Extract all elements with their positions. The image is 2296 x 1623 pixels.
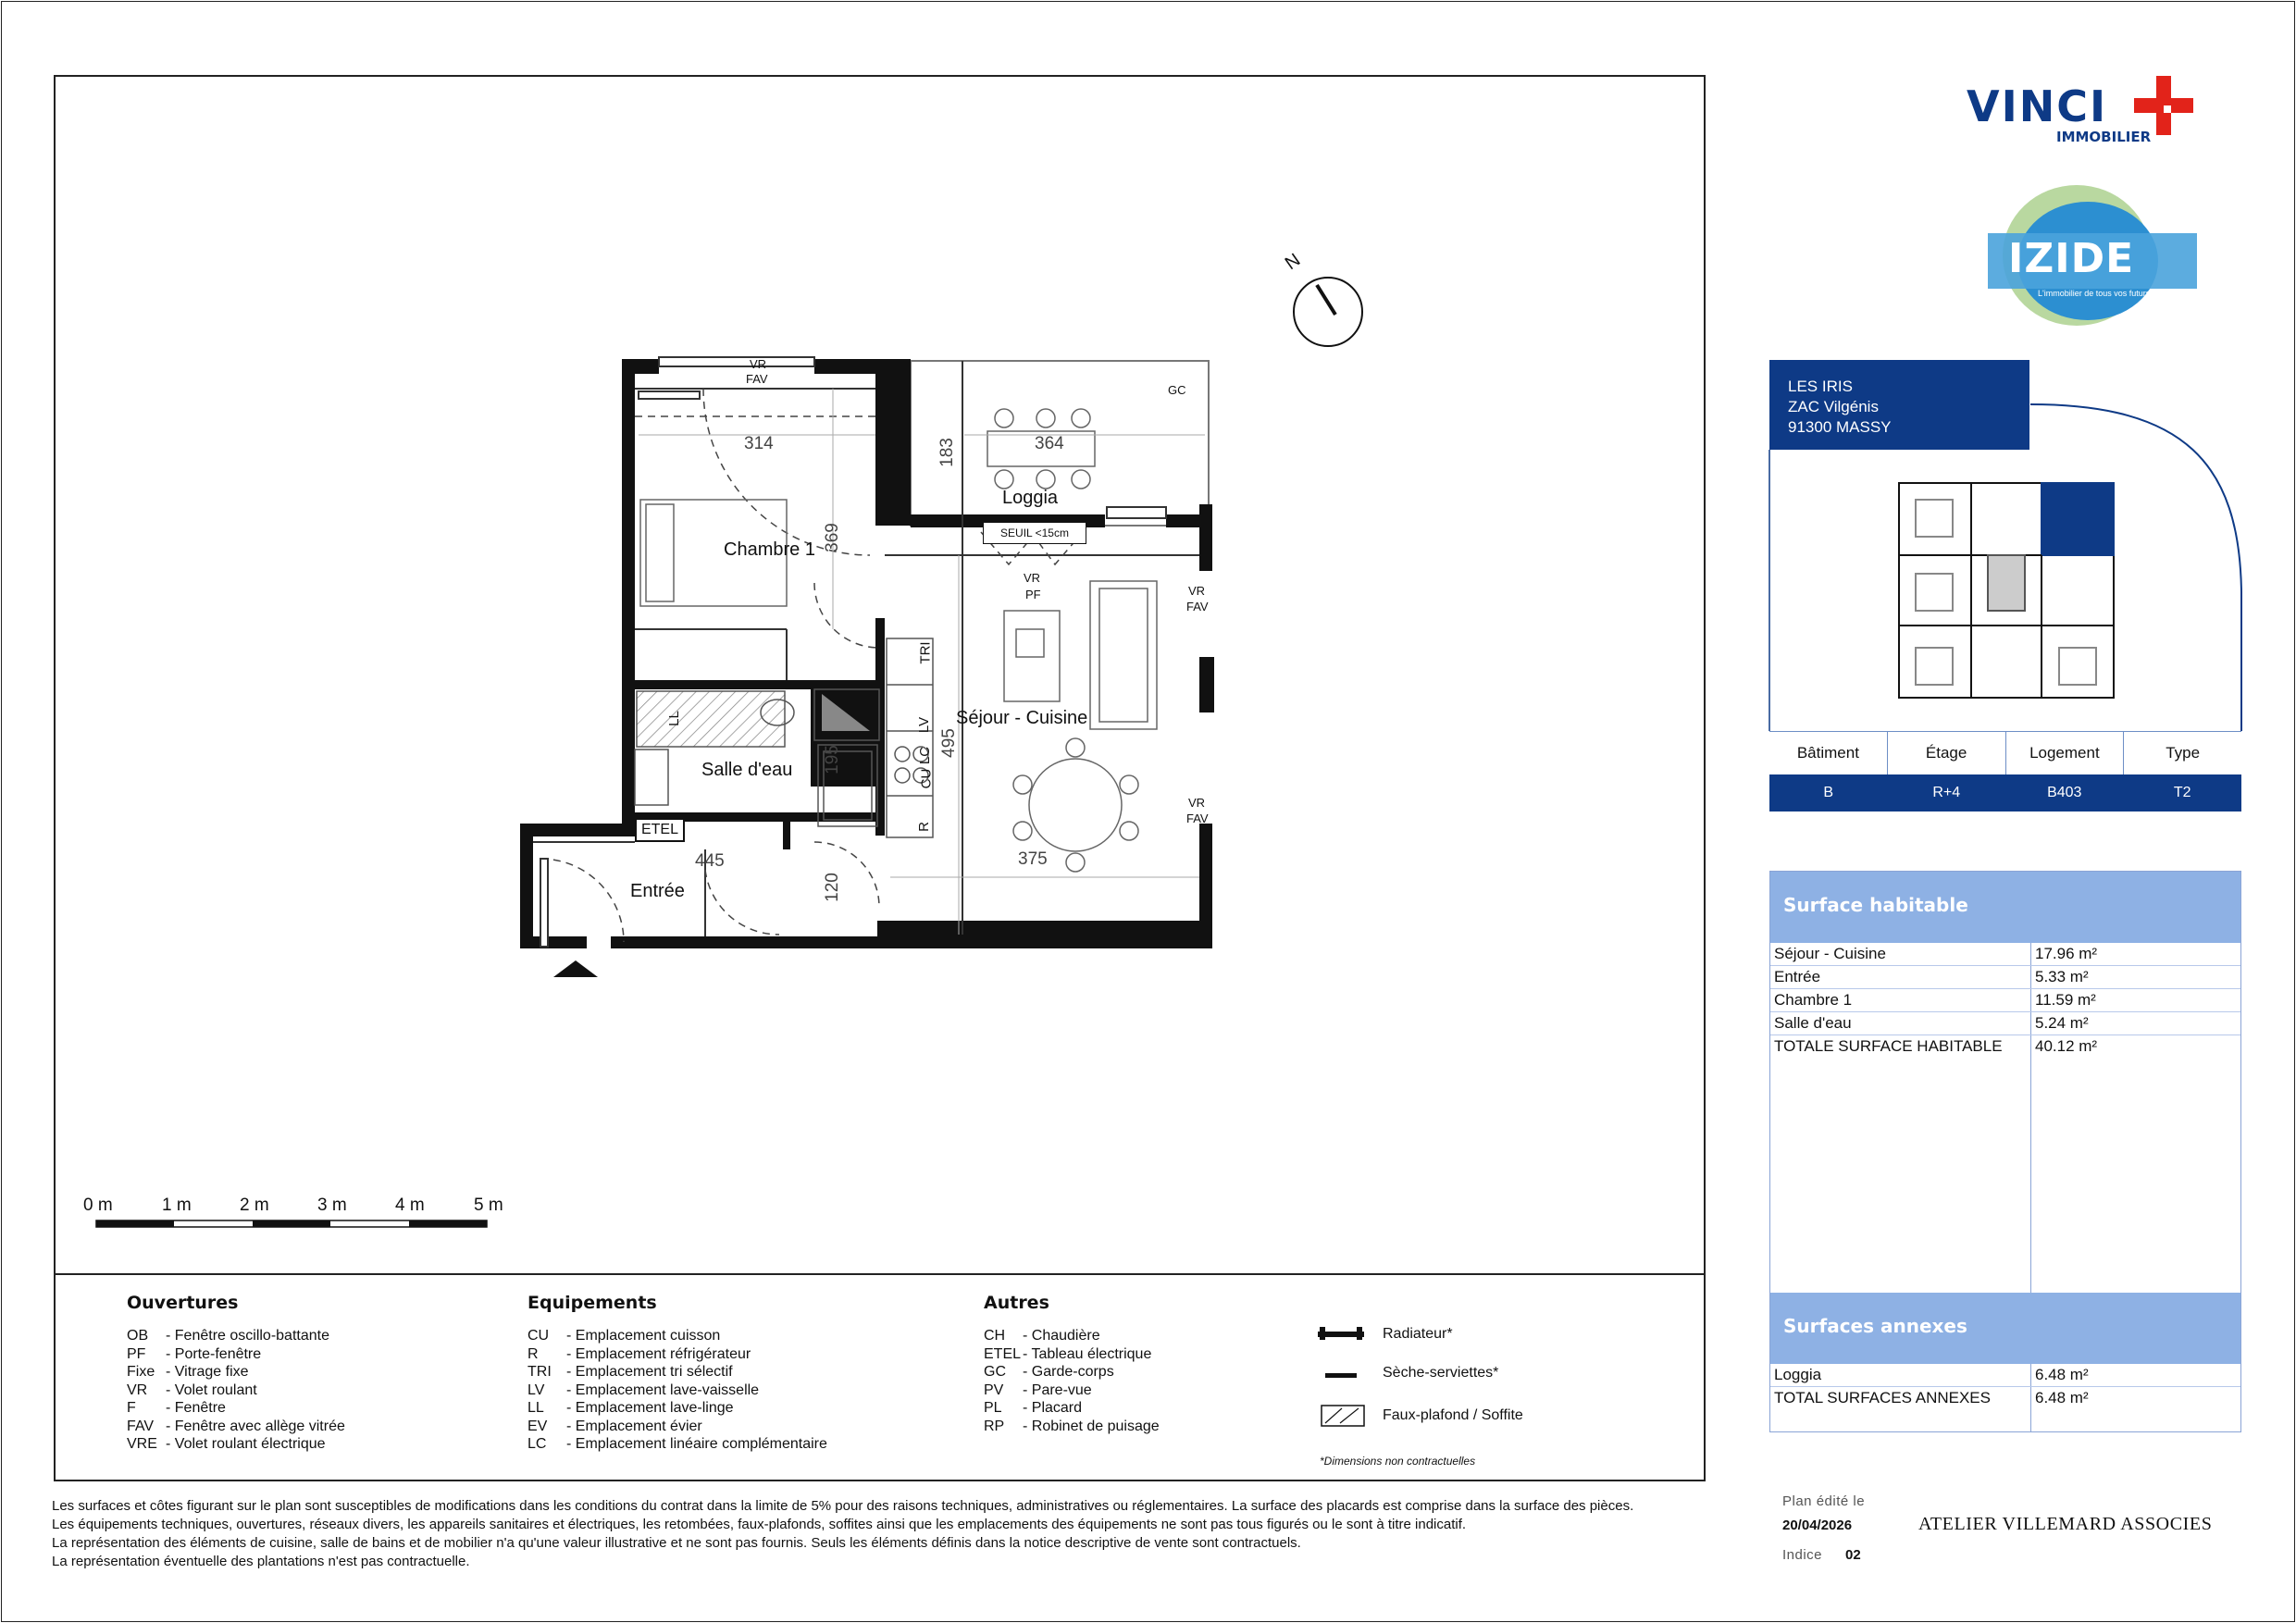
vinci-logo-mark xyxy=(2134,76,2193,135)
info-value-etage: R+4 xyxy=(1932,785,1961,800)
legend-row: TRI - Emplacement tri sélectif xyxy=(527,1364,733,1380)
surface-row: Séjour - Cuisine 17.96 m² xyxy=(1770,943,2240,966)
legend-row: GC - Garde-corps xyxy=(984,1364,1114,1380)
compass-icon xyxy=(1294,278,1362,346)
tag-lc: LC xyxy=(917,746,934,765)
tag-vr-top: VR xyxy=(750,357,767,371)
project-city: 91300 MASSY xyxy=(1788,418,1892,436)
dim-314: 314 xyxy=(744,434,774,453)
tag-etel: ETEL xyxy=(635,818,685,842)
legend-row: PL - Placard xyxy=(984,1400,1083,1416)
legend-row: CU - Emplacement cuisson xyxy=(527,1328,721,1344)
tag-cu: CU xyxy=(918,768,935,789)
note-line: Les équipements techniques, ouvertures, réseaux divers, les appareils sanitaires et électriques, les retombées, faux-plafonds, soffites ainsi que les emplacements des équipements ne sont pas tous figurés ou le sont à titre indicatif. xyxy=(52,1517,1467,1532)
legend-seche-label: Sèche-serviettes* xyxy=(1383,1365,1499,1381)
project-name: LES IRIS xyxy=(1788,378,1853,395)
lot-info-table xyxy=(1769,731,2241,812)
tag-ll: LL xyxy=(665,711,682,726)
dim-195: 195 xyxy=(822,745,842,774)
surface-row: Entrée 5.33 m² xyxy=(1770,966,2240,989)
room-label-loggia: Loggia xyxy=(1002,488,1059,508)
scale-label-1: 1 m xyxy=(162,1196,192,1215)
note-line: La représentation des éléments de cuisine, salle de bains et de mobilier n'a qu'une valeur illustrative et ne sont pas fournis. Seuls les éléments définis dans la notice descriptive de vente sont contractuels. xyxy=(52,1535,1301,1551)
dim-375: 375 xyxy=(1018,849,1048,869)
note-line: La représentation éventuelle des plantations n'est pas contractuelle. xyxy=(52,1554,470,1569)
legend-row: OB - Fenêtre oscillo-battante xyxy=(127,1328,329,1344)
project-address-box xyxy=(1769,360,2029,450)
surface-habitable-title: Surface habitable xyxy=(1770,872,2240,943)
architect-name: ATELIER VILLEMARD ASSOCIES xyxy=(1918,1514,2213,1534)
legend-title-autres: Autres xyxy=(984,1293,1049,1313)
compass-north-label: N xyxy=(1281,249,1305,275)
scale-label-2: 2 m xyxy=(240,1196,269,1215)
legend-row: LL - Emplacement lave-linge xyxy=(527,1400,734,1416)
tag-fav-top: FAV xyxy=(746,372,768,386)
scale-bar xyxy=(96,1220,487,1227)
building-key-plan xyxy=(1899,483,2114,698)
legend-row: PF - Porte-fenêtre xyxy=(127,1345,262,1362)
faux-plafond-symbol-icon xyxy=(1322,1406,1364,1426)
info-header-type: Type xyxy=(2123,732,2241,774)
scale-label-3: 3 m xyxy=(317,1196,347,1215)
seche-serviettes-symbol-icon xyxy=(1325,1373,1357,1378)
tag-fav-right-2: FAV xyxy=(1186,812,1209,825)
room-label-sejour: Séjour - Cuisine xyxy=(956,708,1088,728)
legend-row: LV - Emplacement lave-vaisselle xyxy=(527,1381,760,1398)
surfaces-annexes-title: Surfaces annexes xyxy=(1770,1293,2240,1364)
note-line: Les surfaces et côtes figurant sur le plan sont susceptibles de modifications dans les conditions du contrat dans la limite de 5% pour des raisons techniques, administratives ou réglementaires. La surface des placards est comprise dans la surface des pièces. xyxy=(52,1498,1634,1514)
surfaces-panel xyxy=(1769,871,2241,1432)
legend-radiateur-label: Radiateur* xyxy=(1383,1326,1453,1342)
legend-row: EV - Emplacement évier xyxy=(527,1418,702,1434)
izide-tagline: L'immobilier de tous vos futurs xyxy=(2038,289,2151,298)
radiateur-symbol-icon xyxy=(1318,1327,1364,1340)
dim-495: 495 xyxy=(938,728,959,758)
edited-label: Plan édité le xyxy=(1782,1493,1866,1509)
room-label-chambre: Chambre 1 xyxy=(724,539,815,560)
tag-fav-right-1: FAV xyxy=(1186,600,1209,613)
annexe-row: Loggia 6.48 m² xyxy=(1770,1364,2240,1387)
dim-445: 445 xyxy=(695,851,725,871)
dim-120: 120 xyxy=(822,873,842,902)
legend-row: VR - Volet roulant xyxy=(127,1381,257,1398)
scale-label-0: 0 m xyxy=(83,1196,113,1215)
izide-logo-word: IZIDE xyxy=(2008,235,2135,282)
info-header-etage: Étage xyxy=(1887,732,2005,774)
indice-label: Indice xyxy=(1782,1547,1823,1563)
tag-pf: PF xyxy=(1025,588,1041,601)
tag-tri: TRI xyxy=(917,641,934,664)
surface-row: Chambre 1 11.59 m² xyxy=(1770,989,2240,1012)
annexe-total-row: TOTAL SURFACES ANNEXES 6.48 m² xyxy=(1770,1387,2240,1431)
legend-row: VRE - Volet roulant électrique xyxy=(127,1436,326,1452)
info-header-logement: Logement xyxy=(2005,732,2124,774)
dim-369: 369 xyxy=(822,523,842,552)
legend-row: CH - Chaudière xyxy=(984,1328,1100,1344)
info-value-type: T2 xyxy=(2173,785,2191,800)
legend-dimensions-note: *Dimensions non contractuelles xyxy=(1320,1455,1476,1468)
legend-row: LC - Emplacement linéaire complémentaire xyxy=(527,1436,827,1452)
legend-row: RP - Robinet de puisage xyxy=(984,1418,1160,1434)
surface-total-row: TOTALE SURFACE HABITABLE 40.12 m² xyxy=(1770,1035,2240,1058)
edited-date: 20/04/2026 xyxy=(1782,1518,1853,1533)
dim-364: 364 xyxy=(1035,434,1064,453)
legend-row: F - Fenêtre xyxy=(127,1400,226,1416)
legend-list-autres xyxy=(984,1327,1160,1435)
scale-label-4: 4 m xyxy=(395,1196,425,1215)
legend-row: R - Emplacement réfrigérateur xyxy=(527,1345,751,1362)
vinci-logo-sub: IMMOBILIER xyxy=(2056,129,2152,145)
info-value-batiment: B xyxy=(1823,785,1834,800)
legend-row: PV - Pare-vue xyxy=(984,1381,1092,1398)
legend-list-ouvertures xyxy=(127,1327,345,1454)
entry-arrow-icon xyxy=(553,960,598,977)
scale-label-5: 5 m xyxy=(474,1196,503,1215)
tag-r: R xyxy=(915,822,932,832)
indice-value: 02 xyxy=(1845,1547,1861,1563)
tag-vr-right-1: VR xyxy=(1188,584,1206,598)
legend-row: Fixe - Vitrage fixe xyxy=(127,1364,249,1380)
room-label-entree: Entrée xyxy=(630,881,685,901)
legend-faux-plafond-label: Faux-plafond / Soffite xyxy=(1383,1407,1523,1423)
legend-list-equipements xyxy=(527,1327,827,1454)
legend-title-equipements: Equipements xyxy=(527,1293,657,1313)
tag-gc: GC xyxy=(1168,383,1186,397)
tag-seuil: SEUIL <15cm xyxy=(983,522,1086,544)
tag-vr-right-2: VR xyxy=(1188,796,1206,810)
surface-row: Salle d'eau 5.24 m² xyxy=(1770,1012,2240,1035)
project-zac: ZAC Vilgénis xyxy=(1788,398,1879,415)
tag-lv: LV xyxy=(916,716,933,734)
disclaimer-notes xyxy=(52,1497,1718,1571)
legend-row: ETEL - Tableau électrique xyxy=(984,1345,1152,1362)
info-header-batiment: Bâtiment xyxy=(1796,744,1859,762)
room-label-sdb: Salle d'eau xyxy=(701,760,793,780)
vinci-logo-word: VINCI xyxy=(1967,81,2108,131)
dim-183: 183 xyxy=(937,438,957,467)
legend-title-ouvertures: Ouvertures xyxy=(127,1293,239,1313)
tag-vr-pf: VR xyxy=(1024,571,1041,585)
legend-row: FAV - Fenêtre avec allège vitrée xyxy=(127,1418,345,1434)
info-value-logement: B403 xyxy=(2047,785,2082,800)
